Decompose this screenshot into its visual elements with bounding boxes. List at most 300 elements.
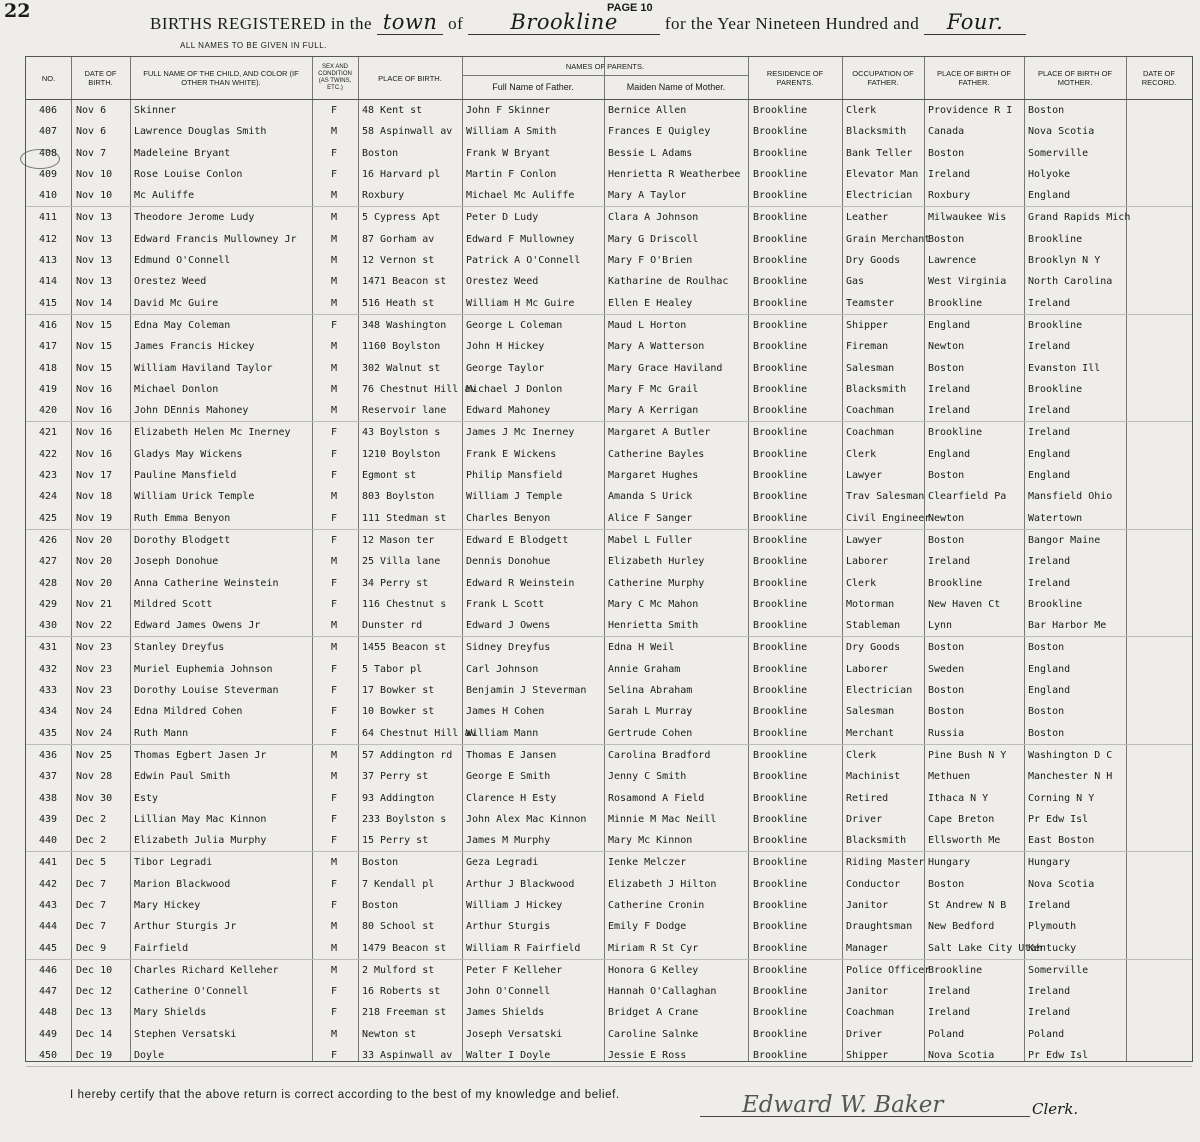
cell-occupation: Laborer [846,556,889,568]
cell-place: 516 Heath st [362,297,435,309]
cell-residence: Brookline [753,942,808,954]
cell-date: Nov 16 [76,448,113,460]
cell-name: Catherine O'Connell [134,986,249,998]
cell-residence: Brookline [753,857,808,869]
cell-residence: Brookline [753,362,808,374]
cell-residence: Brookline [753,427,808,439]
cell-mother-birth: Plymouth [1028,921,1077,933]
cell-name: Arthur Sturgis Jr [134,921,237,933]
cell-place: 17 Bowker st [362,685,435,697]
cell-occupation: Blacksmith [846,126,907,138]
table-row [26,444,1192,465]
cell-place: 34 Perry st [362,577,429,589]
cell-mother-birth: Ireland [1028,986,1071,998]
cell-father: Arthur J Blackwood [466,878,575,890]
cell-no: 448 [38,1007,58,1019]
cell-name: Doyle [134,1050,165,1062]
cell-mother-birth: Ireland [1028,1007,1071,1019]
table-row [26,701,1192,722]
cell-occupation: Dry Goods [846,255,901,267]
cell-mother: Jenny C Smith [608,771,687,783]
cell-place: 5 Tabor pl [362,663,423,675]
cell-occupation: Clerk [846,749,877,761]
table-row [26,766,1192,787]
table-row [26,1002,1192,1023]
cell-name: Elizabeth Helen Mc Inerney [134,427,291,439]
cell-no: 428 [38,577,58,589]
cell-father: Michael Mc Auliffe [466,190,575,202]
table-row [26,250,1192,271]
cell-no: 407 [38,126,58,138]
cell-place: 12 Mason ter [362,534,435,546]
cell-mother-birth: Brookline [1028,383,1083,395]
cell-residence: Brookline [753,727,808,739]
table-row [26,615,1192,637]
cell-name: Pauline Mansfield [134,470,237,482]
table-row [26,573,1192,594]
cell-occupation: Clerk [846,105,877,116]
cell-residence: Brookline [753,1050,808,1062]
cell-sex: F [330,663,338,675]
cell-mother: Katharine de Roulhac [608,276,729,288]
cell-mother-birth: Ireland [1028,427,1071,439]
cell-father-birth: Boston [928,362,965,374]
table-row [26,379,1192,400]
cell-mother: Mary A Taylor [608,190,687,202]
cell-residence: Brookline [753,685,808,697]
cell-name: Fairfield [134,942,189,954]
cell-mother: Honora G Kelley [608,964,699,976]
cell-residence: Brookline [753,663,808,675]
cell-residence: Brookline [753,921,808,933]
cell-father-birth: New Bedford [928,921,995,933]
cell-no: 426 [38,534,58,546]
cell-date: Nov 14 [76,297,113,309]
cell-date: Dec 7 [76,899,107,911]
cell-place: 93 Addington [362,792,435,804]
cell-sex: M [330,383,338,395]
cell-mother: Hannah O'Callaghan [608,986,717,998]
cell-father-birth: England [928,448,971,460]
cell-place: 57 Addington rd [362,749,453,761]
cell-father-birth: Cape Breton [928,813,995,825]
cell-date: Dec 14 [76,1028,113,1040]
cell-residence: Brookline [753,642,808,654]
cell-occupation: Clerk [846,577,877,589]
table-row [26,788,1192,809]
cell-no: 420 [38,405,58,417]
cell-mother: Clara A Johnson [608,212,699,224]
cell-name: Elizabeth Julia Murphy [134,835,267,847]
cell-father: Arthur Sturgis [466,921,551,933]
cell-residence: Brookline [753,706,808,718]
cell-father: Philip Mansfield [466,470,563,482]
cell-mother-birth: Brooklyn N Y [1028,255,1101,267]
cell-mother: Elizabeth Hurley [608,556,705,568]
cell-mother-birth: England [1028,470,1071,482]
cell-occupation: Trav Salesman [846,491,925,503]
cell-name: Skinner [134,105,177,116]
cell-date: Nov 24 [76,706,113,718]
cell-sex: M [330,771,338,783]
table-row [26,358,1192,379]
cell-place: Boston [362,857,399,869]
cell-residence: Brookline [753,899,808,911]
cell-date: Nov 18 [76,491,113,503]
cell-mother: Mary Mc Kinnon [608,835,693,847]
cell-mother-birth: East Boston [1028,835,1095,847]
cell-name: Mary Shields [134,1007,207,1019]
cell-no: 427 [38,556,58,568]
cell-sex: F [330,598,338,610]
table-row [26,745,1192,766]
cell-mother-birth: Pr Edw Isl [1028,1050,1089,1062]
cell-no: 417 [38,341,58,353]
cell-mother: Catherine Bayles [608,448,705,460]
cell-no: 406 [38,105,58,116]
cell-sex: M [330,297,338,309]
cell-name: Dorothy Louise Steverman [134,685,279,697]
cell-mother-birth: Ireland [1028,297,1071,309]
table-row [26,530,1192,551]
cell-no: 421 [38,427,58,439]
cell-mother-birth: Brookline [1028,319,1083,331]
cell-place: 33 Aspinwall av [362,1050,453,1062]
cell-place: 64 Chestnut Hill av [362,727,477,739]
cell-father-birth: New Haven Ct [928,598,1001,610]
cell-sex: F [330,685,338,697]
header-record: DATE OF RECORD. [1141,69,1177,87]
cell-father-birth: Clearfield Pa [928,491,1007,503]
cell-date: Nov 10 [76,190,113,202]
cell-occupation: Lawyer [846,470,883,482]
cell-name: Theodore Jerome Ludy [134,212,255,224]
table-row [26,659,1192,680]
title-part-2: of [448,14,464,33]
cell-name: Mary Hickey [134,899,201,911]
cell-occupation: Machinist [846,771,901,783]
cell-date: Dec 5 [76,857,107,869]
cell-father: Edward E Blodgett [466,534,569,546]
cell-no: 450 [38,1050,58,1062]
cell-name: Dorothy Blodgett [134,534,231,546]
cell-no: 430 [38,620,58,632]
cell-date: Dec 10 [76,964,113,976]
record-rows [26,100,1192,1067]
cell-mother-birth: Brookline [1028,233,1083,245]
page-stamp: PAGE 10 [607,2,653,14]
cell-no: 444 [38,921,58,933]
cell-date: Nov 13 [76,276,113,288]
cell-mother-birth: England [1028,190,1071,202]
cell-sex: F [330,899,338,911]
cell-mother-birth: Hungary [1028,857,1071,869]
cell-place: 16 Roberts st [362,986,441,998]
cell-place: Boston [362,899,399,911]
header-date: DATE OF BIRTH. [84,69,117,87]
cell-father-birth: Ellsworth Me [928,835,1001,847]
cell-father-birth: Ireland [928,986,971,998]
cell-sex: M [330,942,338,954]
table-row [26,486,1192,507]
cell-place: Newton st [362,1028,417,1040]
cell-date: Nov 25 [76,749,113,761]
cell-father-birth: Boston [928,642,965,654]
cell-mother: Ienke Melczer [608,857,687,869]
cell-father: John F Skinner [466,105,551,116]
cell-mother: Henrietta Smith [608,620,699,632]
cell-date: Dec 2 [76,813,107,825]
cell-place: 80 School st [362,921,435,933]
cell-date: Nov 17 [76,470,113,482]
cell-sex: M [330,362,338,374]
cell-name: Joseph Donohue [134,556,219,568]
cell-name: Edwin Paul Smith [134,771,231,783]
cell-date: Nov 6 [76,126,107,138]
header-parents: NAMES OF PARENTS. [565,61,645,71]
cell-no: 446 [38,964,58,976]
cell-no: 408 [38,147,58,159]
header-mother-birth: PLACE OF BIRTH OF MOTHER. [1037,69,1113,87]
cell-father: James M Murphy [466,835,551,847]
table-row [26,938,1192,960]
table-row [26,293,1192,315]
cell-name: Edward Francis Mullowney Jr [134,233,297,245]
cell-sex: F [330,147,338,159]
cell-mother: Sarah L Murray [608,706,693,718]
cell-father: Benjamin J Steverman [466,685,587,697]
cell-father: Patrick A O'Connell [466,255,581,267]
cell-residence: Brookline [753,147,808,159]
cell-name: Anna Catherine Weinstein [134,577,279,589]
cell-mother: Mary A Watterson [608,341,705,353]
cell-sex: M [330,964,338,976]
cell-father-birth: Boston [928,685,965,697]
cell-occupation: Janitor [846,986,889,998]
header-residence: RESIDENCE OF PARENTS. [766,69,824,87]
cell-sex: F [330,168,338,180]
cell-mother: Frances E Quigley [608,126,711,138]
cell-no: 429 [38,598,58,610]
table-row [26,680,1192,701]
clerk-signature: Edward W. Baker [742,1092,944,1118]
cell-father-birth: Hungary [928,857,971,869]
cell-name: Stanley Dreyfus [134,642,225,654]
cell-occupation: Salesman [846,706,895,718]
cell-place: 25 Villa lane [362,556,441,568]
cell-date: Nov 7 [76,147,107,159]
cell-name: Edna Mildred Cohen [134,706,243,718]
cell-father-birth: Poland [928,1028,965,1040]
cell-occupation: Electrician [846,685,913,697]
cell-place: 76 Chestnut Hill av [362,383,477,395]
title-year-blank: Four. [924,10,1026,35]
cell-sex: M [330,749,338,761]
cell-sex: F [330,1050,338,1062]
cell-mother-birth: Nova Scotia [1028,126,1095,138]
cell-mother: Catherine Cronin [608,899,705,911]
table-row [26,271,1192,292]
cell-name: William Urick Temple [134,491,255,503]
cell-name: Ruth Emma Benyon [134,512,231,524]
cell-residence: Brookline [753,1028,808,1040]
cell-residence: Brookline [753,792,808,804]
cell-mother: Selina Abraham [608,685,693,697]
cell-mother-birth: Ireland [1028,405,1071,417]
cell-mother: Bessie L Adams [608,147,693,159]
cell-father: William J Temple [466,491,563,503]
cell-father: Frank L Scott [466,598,545,610]
cell-occupation: Blacksmith [846,835,907,847]
cell-sex: F [330,813,338,825]
cell-name: Orestez Weed [134,276,207,288]
cell-no: 411 [38,212,58,224]
cell-date: Nov 16 [76,427,113,439]
cell-father: Edward F Mullowney [466,233,575,245]
cell-father: Carl Johnson [466,663,539,675]
cell-place: 1455 Beacon st [362,642,447,654]
cell-residence: Brookline [753,771,808,783]
header-no: NO. [41,73,56,83]
cell-mother: Mary Grace Haviland [608,362,723,374]
cell-residence: Brookline [753,212,808,224]
cell-name: Madeleine Bryant [134,147,231,159]
table-row [26,465,1192,486]
cell-father: Michael J Donlon [466,383,563,395]
cell-mother: Mary F O'Brien [608,255,693,267]
cell-mother: Mary F Mc Grail [608,383,699,395]
cell-date: Dec 7 [76,878,107,890]
cell-no: 441 [38,857,58,869]
table-row [26,100,1192,121]
cell-father: Dennis Donohue [466,556,551,568]
cell-mother-birth: Somerville [1028,964,1089,976]
cell-father: William A Smith [466,126,557,138]
cell-mother-birth: Boston [1028,706,1065,718]
cell-occupation: Bank Teller [846,147,913,159]
cell-mother-birth: Grand Rapids Mich [1028,212,1131,224]
cell-place: 302 Walnut st [362,362,441,374]
cell-mother: Maud L Horton [608,319,687,331]
cell-sex: M [330,620,338,632]
cell-residence: Brookline [753,255,808,267]
cell-place: 2 Mulford st [362,964,435,976]
cell-date: Nov 23 [76,685,113,697]
cell-father-birth: Ireland [928,383,971,395]
cell-residence: Brookline [753,383,808,395]
cell-father-birth: Lynn [928,620,953,632]
cell-date: Nov 16 [76,405,113,417]
cell-date: Nov 24 [76,727,113,739]
cell-place: Reservoir lane [362,405,447,417]
cell-place: 1471 Beacon st [362,276,447,288]
cell-place: 7 Kendall pl [362,878,435,890]
cell-occupation: Shipper [846,1050,889,1062]
cell-occupation: Civil Engineer [846,512,931,524]
cell-father: Martin F Conlon [466,168,557,180]
cell-date: Nov 15 [76,341,113,353]
cell-name: Ruth Mann [134,727,189,739]
cell-place: Roxbury [362,190,405,202]
cell-place: 87 Gorham av [362,233,435,245]
cell-date: Nov 20 [76,534,113,546]
cell-mother-birth: Nova Scotia [1028,878,1095,890]
cell-no: 439 [38,813,58,825]
cell-no: 423 [38,470,58,482]
cell-father-birth: Sweden [928,663,965,675]
cell-place: 111 Stedman st [362,512,447,524]
table-row [26,143,1192,164]
cell-father-birth: Boston [928,147,965,159]
cell-mother-birth: Ireland [1028,577,1071,589]
cell-father: Frank W Bryant [466,147,551,159]
cell-no: 424 [38,491,58,503]
cell-father: Orestez Weed [466,276,539,288]
cell-no: 433 [38,685,58,697]
cell-occupation: Retired [846,792,889,804]
cell-date: Nov 13 [76,255,113,267]
cell-name: Stephen Versatski [134,1028,237,1040]
cell-mother-birth: Watertown [1028,512,1083,524]
cell-occupation: Gas [846,276,865,288]
cell-place: 48 Kent st [362,105,423,116]
cell-name: Mildred Scott [134,598,213,610]
cell-residence: Brookline [753,964,808,976]
cell-no: 416 [38,319,58,331]
cell-name: Lawrence Douglas Smith [134,126,267,138]
cell-no: 435 [38,727,58,739]
header-occupation: OCCUPATION OF FATHER. [852,69,914,87]
cell-mother: Margaret Hughes [608,470,699,482]
cell-occupation: Driver [846,813,883,825]
cell-mother-birth: Boston [1028,105,1065,116]
cell-occupation: Salesman [846,362,895,374]
cell-mother: Mary C Mc Mahon [608,598,699,610]
cell-occupation: Clerk [846,448,877,460]
cell-residence: Brookline [753,491,808,503]
cell-occupation: Fireman [846,341,889,353]
cell-place: Egmont st [362,470,417,482]
cell-father: Clarence H Esty [466,792,557,804]
cell-name: Thomas Egbert Jasen Jr [134,749,267,761]
cell-residence: Brookline [753,986,808,998]
cell-no: 442 [38,878,58,890]
table-row [26,315,1192,336]
cell-father-birth: West Virginia [928,276,1007,288]
header-father: Full Name of Father. [492,81,574,92]
table-row [26,422,1192,443]
cell-residence: Brookline [753,556,808,568]
cell-father-birth: St Andrew N B [928,899,1007,911]
cell-sex: F [330,986,338,998]
cell-father: William J Hickey [466,899,563,911]
cell-place: 116 Chestnut s [362,598,447,610]
header-father-birth: PLACE OF BIRTH OF FATHER. [936,69,1012,87]
title-part-1: BIRTHS REGISTERED in the [150,14,373,33]
table-row [26,229,1192,250]
cell-mother-birth: Mansfield Ohio [1028,491,1113,503]
cell-mother-birth: England [1028,685,1071,697]
cell-mother: Henrietta R Weatherbee [608,168,741,180]
cell-father-birth: Brookline [928,297,983,309]
cell-father: Sidney Dreyfus [466,642,551,654]
table-row [26,508,1192,530]
cell-mother-birth: Manchester N H [1028,771,1113,783]
table-row [26,981,1192,1002]
table-row [26,830,1192,852]
cell-sex: F [330,512,338,524]
cell-date: Nov 22 [76,620,113,632]
